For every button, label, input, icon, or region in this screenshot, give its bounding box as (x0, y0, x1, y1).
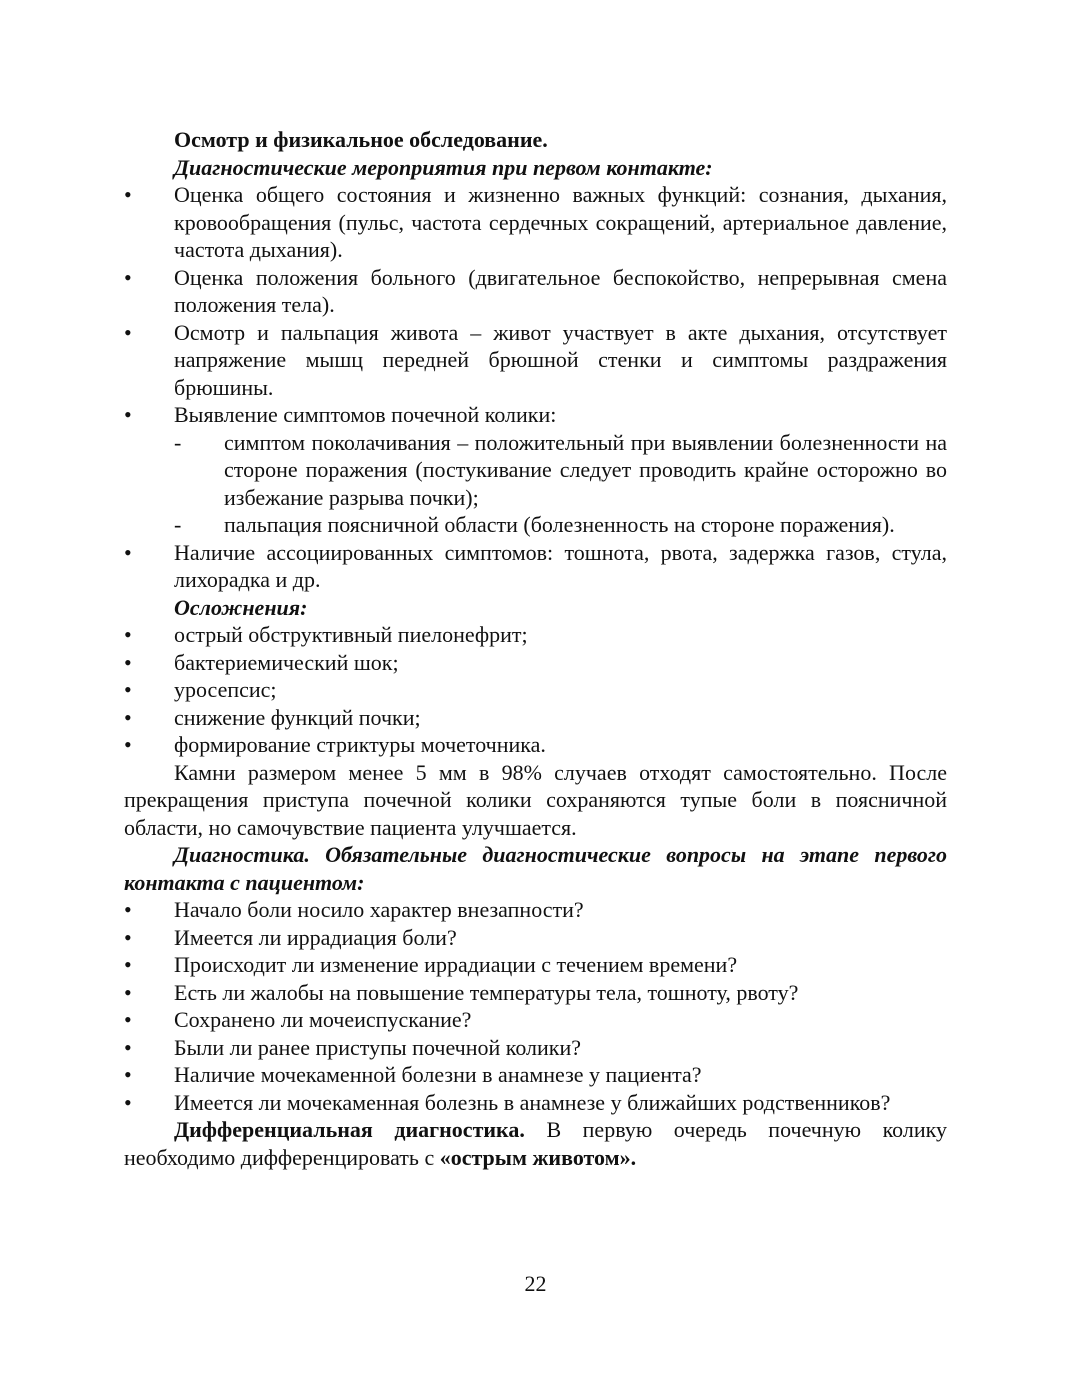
list-item: • Есть ли жалобы на повышение температуры тела, тошноту, рвоту? (124, 979, 799, 1005)
list-item: • Сохранено ли мочеиспускание? (124, 1007, 472, 1032)
list-item: • Происходит ли изменение иррадиации с течением времени? (124, 952, 738, 977)
colic-sublist (174, 429, 947, 539)
bullet-icon: • (124, 952, 132, 977)
differential-text: В первую очередь почечную колику необходимо дифференцировать с (124, 1117, 948, 1170)
list-item: • Наличие ассоциированных симптомов: тошнота, рвота, задержка газов, стула, лихорадка и др. (124, 539, 947, 592)
list-item: • острый обструктивный пиелонефрит; (124, 622, 528, 647)
diagnostics-title: Диагностика. Обязательные диагностические вопросы на этапе первого контакта с пациентом: (124, 842, 947, 895)
list-item: • Оценка положения больного (двигательное беспокойство, непрерывная смена положения тела). (124, 264, 947, 317)
list-item: • бактериемический шок; (124, 649, 399, 675)
bullet-icon: • (124, 1089, 132, 1115)
bullet-icon: • (124, 704, 132, 730)
page-number: 22 (524, 1271, 547, 1296)
bullet-icon: • (124, 897, 132, 922)
dash-icon: - (174, 429, 182, 455)
differential-lead: Дифференциальная диагностика. (174, 1117, 525, 1142)
bullet-icon: • (124, 732, 132, 757)
complications-list (124, 621, 947, 759)
first-contact-list (124, 181, 947, 594)
bullet-icon: • (124, 924, 132, 950)
bullet-icon: • (124, 319, 132, 345)
bullet-icon: • (124, 677, 132, 702)
list-item: • Имеется ли мочекаменная болезнь в анамнезе у ближайших родственников? (124, 1089, 891, 1115)
bullet-icon: • (124, 1007, 132, 1032)
page-content (124, 126, 947, 1171)
list-item: • Начало боли носило характер внезапности? (124, 897, 584, 922)
bullet-icon: • (124, 979, 132, 1005)
bullet-icon: • (124, 539, 132, 565)
list-item: • Имеется ли иррадиация боли? (124, 924, 457, 950)
section-heading: Осмотр и физикальное обследование. (174, 127, 548, 152)
questions-list (124, 896, 947, 1116)
bullet-icon: • (124, 182, 132, 207)
dash-icon: - (174, 512, 182, 537)
bullet-icon: • (124, 622, 132, 647)
list-item: • Наличие мочекаменной болезни в анамнезе у пациента? (124, 1062, 702, 1087)
list-item: • Оценка общего состояния и жизненно важных функций: сознания, дыхания, кровообращения (пульс, частота сердечных сокращений, артериальное давление, частота дыхания). (124, 182, 947, 262)
differential-paragraph (124, 1116, 947, 1171)
differential-emphasis: «острым животом». (439, 1144, 637, 1170)
sublist-item: - симптом поколачивания – положительный при выявлении болезненности на стороне поражения (постукивание следует проводить крайне осторожно во избежание разрыва почки); (174, 429, 947, 510)
stones-paragraph: Камни размером менее 5 мм в 98% случаев отходят самостоятельно. После прекращения приступа почечной колики сохраняются тупые боли в поясничной области, но самочувствие пациента улучшается. (124, 759, 947, 840)
complications-title: Осложнения: (174, 594, 308, 620)
bullet-icon: • (124, 1062, 132, 1087)
first-contact-title: Диагностические мероприятия при первом контакте: (174, 154, 713, 180)
list-item: • Были ли ранее приступы почечной колики? (124, 1034, 582, 1060)
bullet-icon: • (124, 1034, 132, 1060)
list-item: • уросепсис; (124, 677, 277, 702)
bullet-icon: • (124, 649, 132, 675)
list-item: • Выявление симптомов почечной колики: - симптом поколачивания – положительный при выявлении болезненности на стороне поражения (постукивание следует проводить крайне осторожно во избежание разрыва почки); - пальпация поясничной области (болезненность на стороне поражения). (124, 402, 947, 537)
bullet-icon: • (124, 402, 132, 427)
list-item: • снижение функций почки; (124, 704, 421, 730)
list-item: • Осмотр и пальпация живота – живот участвует в акте дыхания, отсутствует напряжение мышц передней брюшной стенки и симптомы раздражения брюшины. (124, 319, 947, 400)
list-item: • формирование стриктуры мочеточника. (124, 732, 546, 757)
bullet-icon: • (124, 264, 132, 290)
sublist-item: - пальпация поясничной области (болезненность на стороне поражения). (174, 512, 895, 537)
